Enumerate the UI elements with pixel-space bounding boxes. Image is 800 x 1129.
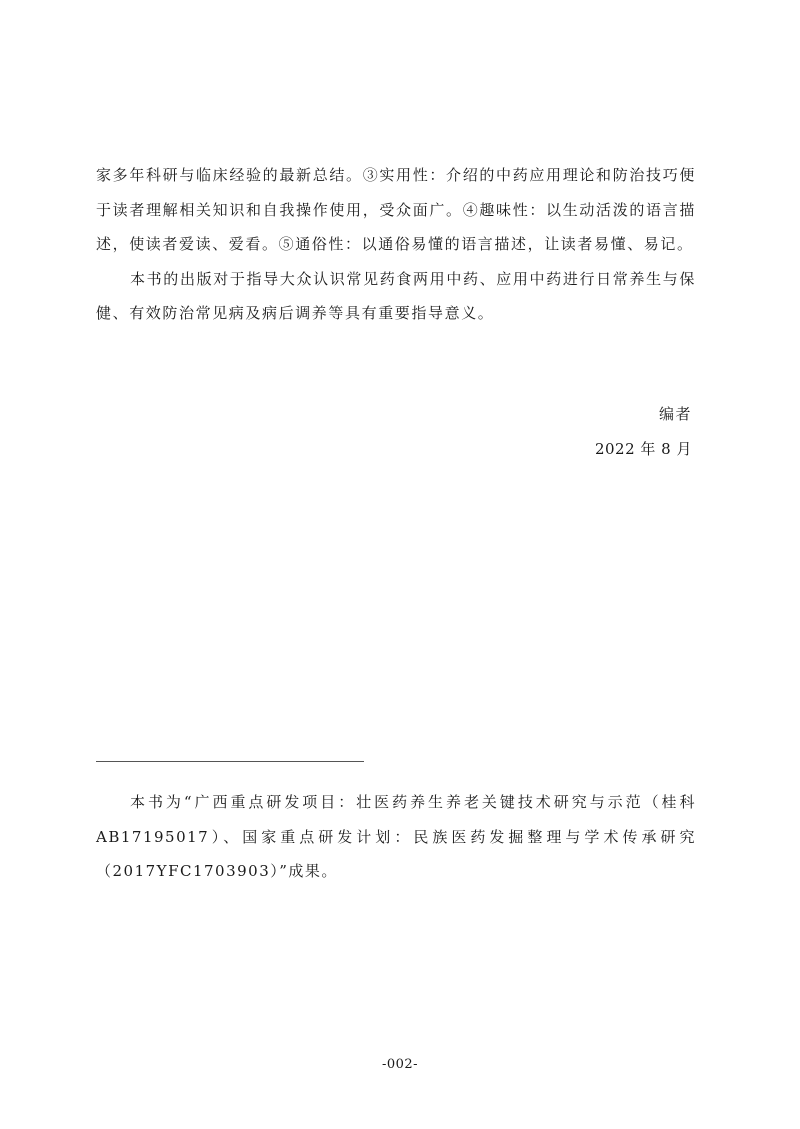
preface-paragraph-2: 本书的出版对于指导大众认识常见药食两用中药、应用中药进行日常养生与保健、有效防治常见病及病后调养等具有重要指导意义。 bbox=[96, 269, 696, 322]
signature-date: 2022 年 8 月 bbox=[594, 440, 692, 458]
footnote-divider bbox=[96, 761, 364, 762]
preface-body bbox=[96, 158, 696, 331]
author-signature: 编者 bbox=[658, 405, 692, 423]
page-number: -002- bbox=[381, 1057, 419, 1072]
footnote bbox=[96, 785, 696, 889]
footnote-text: 本书为“广西重点研发项目：壮医药养生养老关键技术研究与示范（桂科 AB17195017）、国家重点研发计划：民族医药发掘整理与学术传承研究（2017YFC1703903）”成果。 bbox=[96, 793, 696, 880]
preface-paragraph-1: 家多年科研与临床经验的最新总结。③实用性：介绍的中药应用理论和防治技巧便于读者理解相关知识和自我操作使用，受众面广。④趣味性：以生动活泼的语言描述，使读者爱读、爱看。⑤通俗性：以通俗易懂的语言描述，让读者易懂、易记。 bbox=[96, 166, 696, 253]
